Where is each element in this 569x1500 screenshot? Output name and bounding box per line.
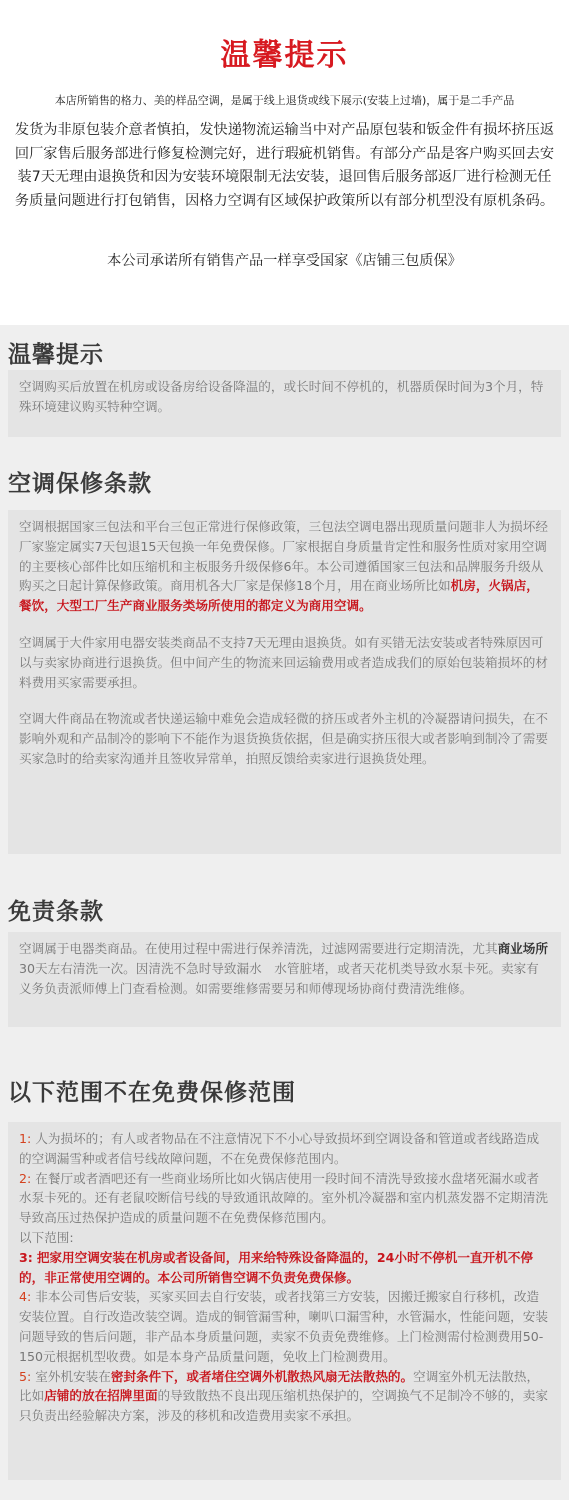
disclaimer-text-2: 30天左右清洗一次。因清洗不急时导致漏水 水管脏堵，或者天花机类导致水泵卡死。卖家有义务负责派师傅上门查看检测。如需要维修需要另和师傅现场协商付费清洗维修。 <box>19 960 539 996</box>
tip-text: 空调购买后放置在机房或设备房给设备降温的，或长时间不停机的，机器质保时间为3个月，特殊环境建议购买特种空调。 <box>19 379 544 414</box>
notice-title: 温馨提示 <box>220 38 349 73</box>
scope-item-5-warning: 密封条件下，或者堵住空调外机散热风扇无法散热的。 <box>110 1368 414 1384</box>
warranty-para-1 <box>19 517 551 616</box>
scope-item-5-text-a: 室外机安装在 <box>35 1368 111 1384</box>
scope-item-2-number: 2: <box>19 1170 32 1186</box>
disclaimer-text-1: 空调属于电器类商品。在使用过程中需进行保养清洗，过滤网需要进行定期清洗，尤其 <box>19 941 498 956</box>
scope-item-1-number: 1: <box>19 1131 32 1146</box>
scope-item-5 <box>19 1367 551 1426</box>
commercial-venue: 商业场所 <box>497 941 548 956</box>
scope-heading: 以下范围不在免费保修范围 <box>8 1080 296 1106</box>
scope-item-3-text: 把家用空调安装在机房或者设备间，用来给特殊设备降温的，24小时不停机一直开机不停的，非正常使用空调的。本公司所销售空调不负责免费保修。 <box>19 1249 533 1285</box>
warranty-para-2: 空调属于大件家用电器安装类商品不支持7天无理由退换货。如有买错无法安装或者特殊原因可以与卖家协商进行退换货。但中间产生的物流来回运输费用或者造成我们的原始包装箱损坏的材料费用买家需要承担。 <box>19 634 548 690</box>
warranty-para-1-text: 空调根据国家三包法和平台三包正常进行保修政策，三包法空调电器出现质量问题非人为损坏经厂家鉴定属实7天包退15天包换一年免费保修。厂家根据自身质量肯定性和服务性质对家用空调的主要核心部件比如压缩机和主板服务升级保修6年。本公司遵循国家三包法和品牌服务升级从购买之日起计算保修政策。商用机各大厂家是保修18个月，用在商业场所比如 <box>19 519 548 594</box>
notice-body: 发货为非原包装介意者慎拍，发快递物流运输当中对产品原包装和钣金件有损坏挤压返回厂家售后服务部进行修复检测完好，进行瑕疵机销售。有部分产品是客户购买回去安装7天无理由退换货和因为安装环境限制无法安装，退回售后服务部返厂进行检测无任务质量问题进行打包销售，因格力空调有区域保护政策所以有部分机型没有原机条码。 <box>14 122 555 209</box>
warranty-panel <box>8 510 561 854</box>
scope-item-4-number: 4: <box>19 1289 32 1305</box>
tip-heading: 温馨提示 <box>8 342 104 368</box>
warranty-para-3: 空调大件商品在物流或者快递运输中难免会造成轻微的挤压或者外主机的冷凝器请问损失，在不影响外观和产品制冷的影响下不能作为退货换货依据，但是确实挤压很大或者影响到制冷了需要买家急时的给卖家沟通并且签收异常单，拍照反馈给卖家进行退换货处理。 <box>19 711 548 766</box>
scope-subheading: 以下范围: <box>19 1229 74 1245</box>
scope-item-5-example: 店铺的放在招牌里面 <box>44 1388 158 1404</box>
scope-panel <box>8 1122 561 1480</box>
disclaimer-text <box>19 939 551 998</box>
scope-item-1 <box>19 1129 551 1169</box>
scope-item-2 <box>19 1169 551 1228</box>
disclaimer-panel <box>8 932 561 1027</box>
scope-item-4 <box>19 1287 551 1366</box>
scope-item-3 <box>19 1248 551 1288</box>
scope-item-3-number: 3: <box>19 1249 33 1265</box>
scope-item-5-text-b: 空调室外机无法散热，比如 <box>19 1368 540 1404</box>
scope-item-5-text-c: 的导致散热不良出现压缩机热保护的，空调换气不足制冷不够的，卖家只负责出经验解决方案，涉及的移机和改造费用卖家不承担。 <box>19 1388 548 1424</box>
scope-item-2-text: 在餐厅或者酒吧还有一些商业场所比如火锅店使用一段时间不清洗导致接水盘堵死漏水或者水泵卡死的。还有老鼠咬断信号线的导致通讯故障的。室外机冷凝器和室内机蒸发器不定期清洗导致高压过热保护造成的质量问题不在免费保修范围内。 <box>19 1170 548 1226</box>
notice-subtitle: 本店所销售的格力、美的样品空调，是属于线上退货或线下展示(安装上过墙)，属于是二手产品 <box>54 94 515 107</box>
commercial-definition: 机房，火锅店，餐饮，大型工厂生产商业服务类场所使用的都定义为商用空调。 <box>19 578 539 614</box>
notice-guarantee: 本公司承诺所有销售产品一样享受国家《店铺三包质保》 <box>107 253 462 269</box>
scope-item-4-text: 非本公司售后安装，买家买回去自行安装，或者找第三方安装，因搬迁搬家自行移机，改造安装位置。自行改造改装空调。造成的铜管漏雪种，喇叭口漏雪种，水管漏水，性能问题，安装问题导致的售后问题，非产品本身质量问题，卖家不负责免费维修。上门检测需付检测费用50-150元根据机型收费。如是本身产品质量问题，免收上门检测费用。 <box>19 1289 548 1364</box>
tip-panel <box>8 370 561 437</box>
warranty-heading: 空调保修条款 <box>8 471 152 497</box>
disclaimer-heading: 免责条款 <box>8 899 104 925</box>
scope-item-5-number: 5: <box>19 1368 32 1384</box>
scope-item-1-text: 人为损坏的；有人或者物品在不注意情况下不小心导致损坏到空调设备和管道或者线路造成的空调漏雪种或者信号线故障问题，不在免费保修范围内。 <box>19 1131 540 1166</box>
header-notice <box>0 0 569 325</box>
